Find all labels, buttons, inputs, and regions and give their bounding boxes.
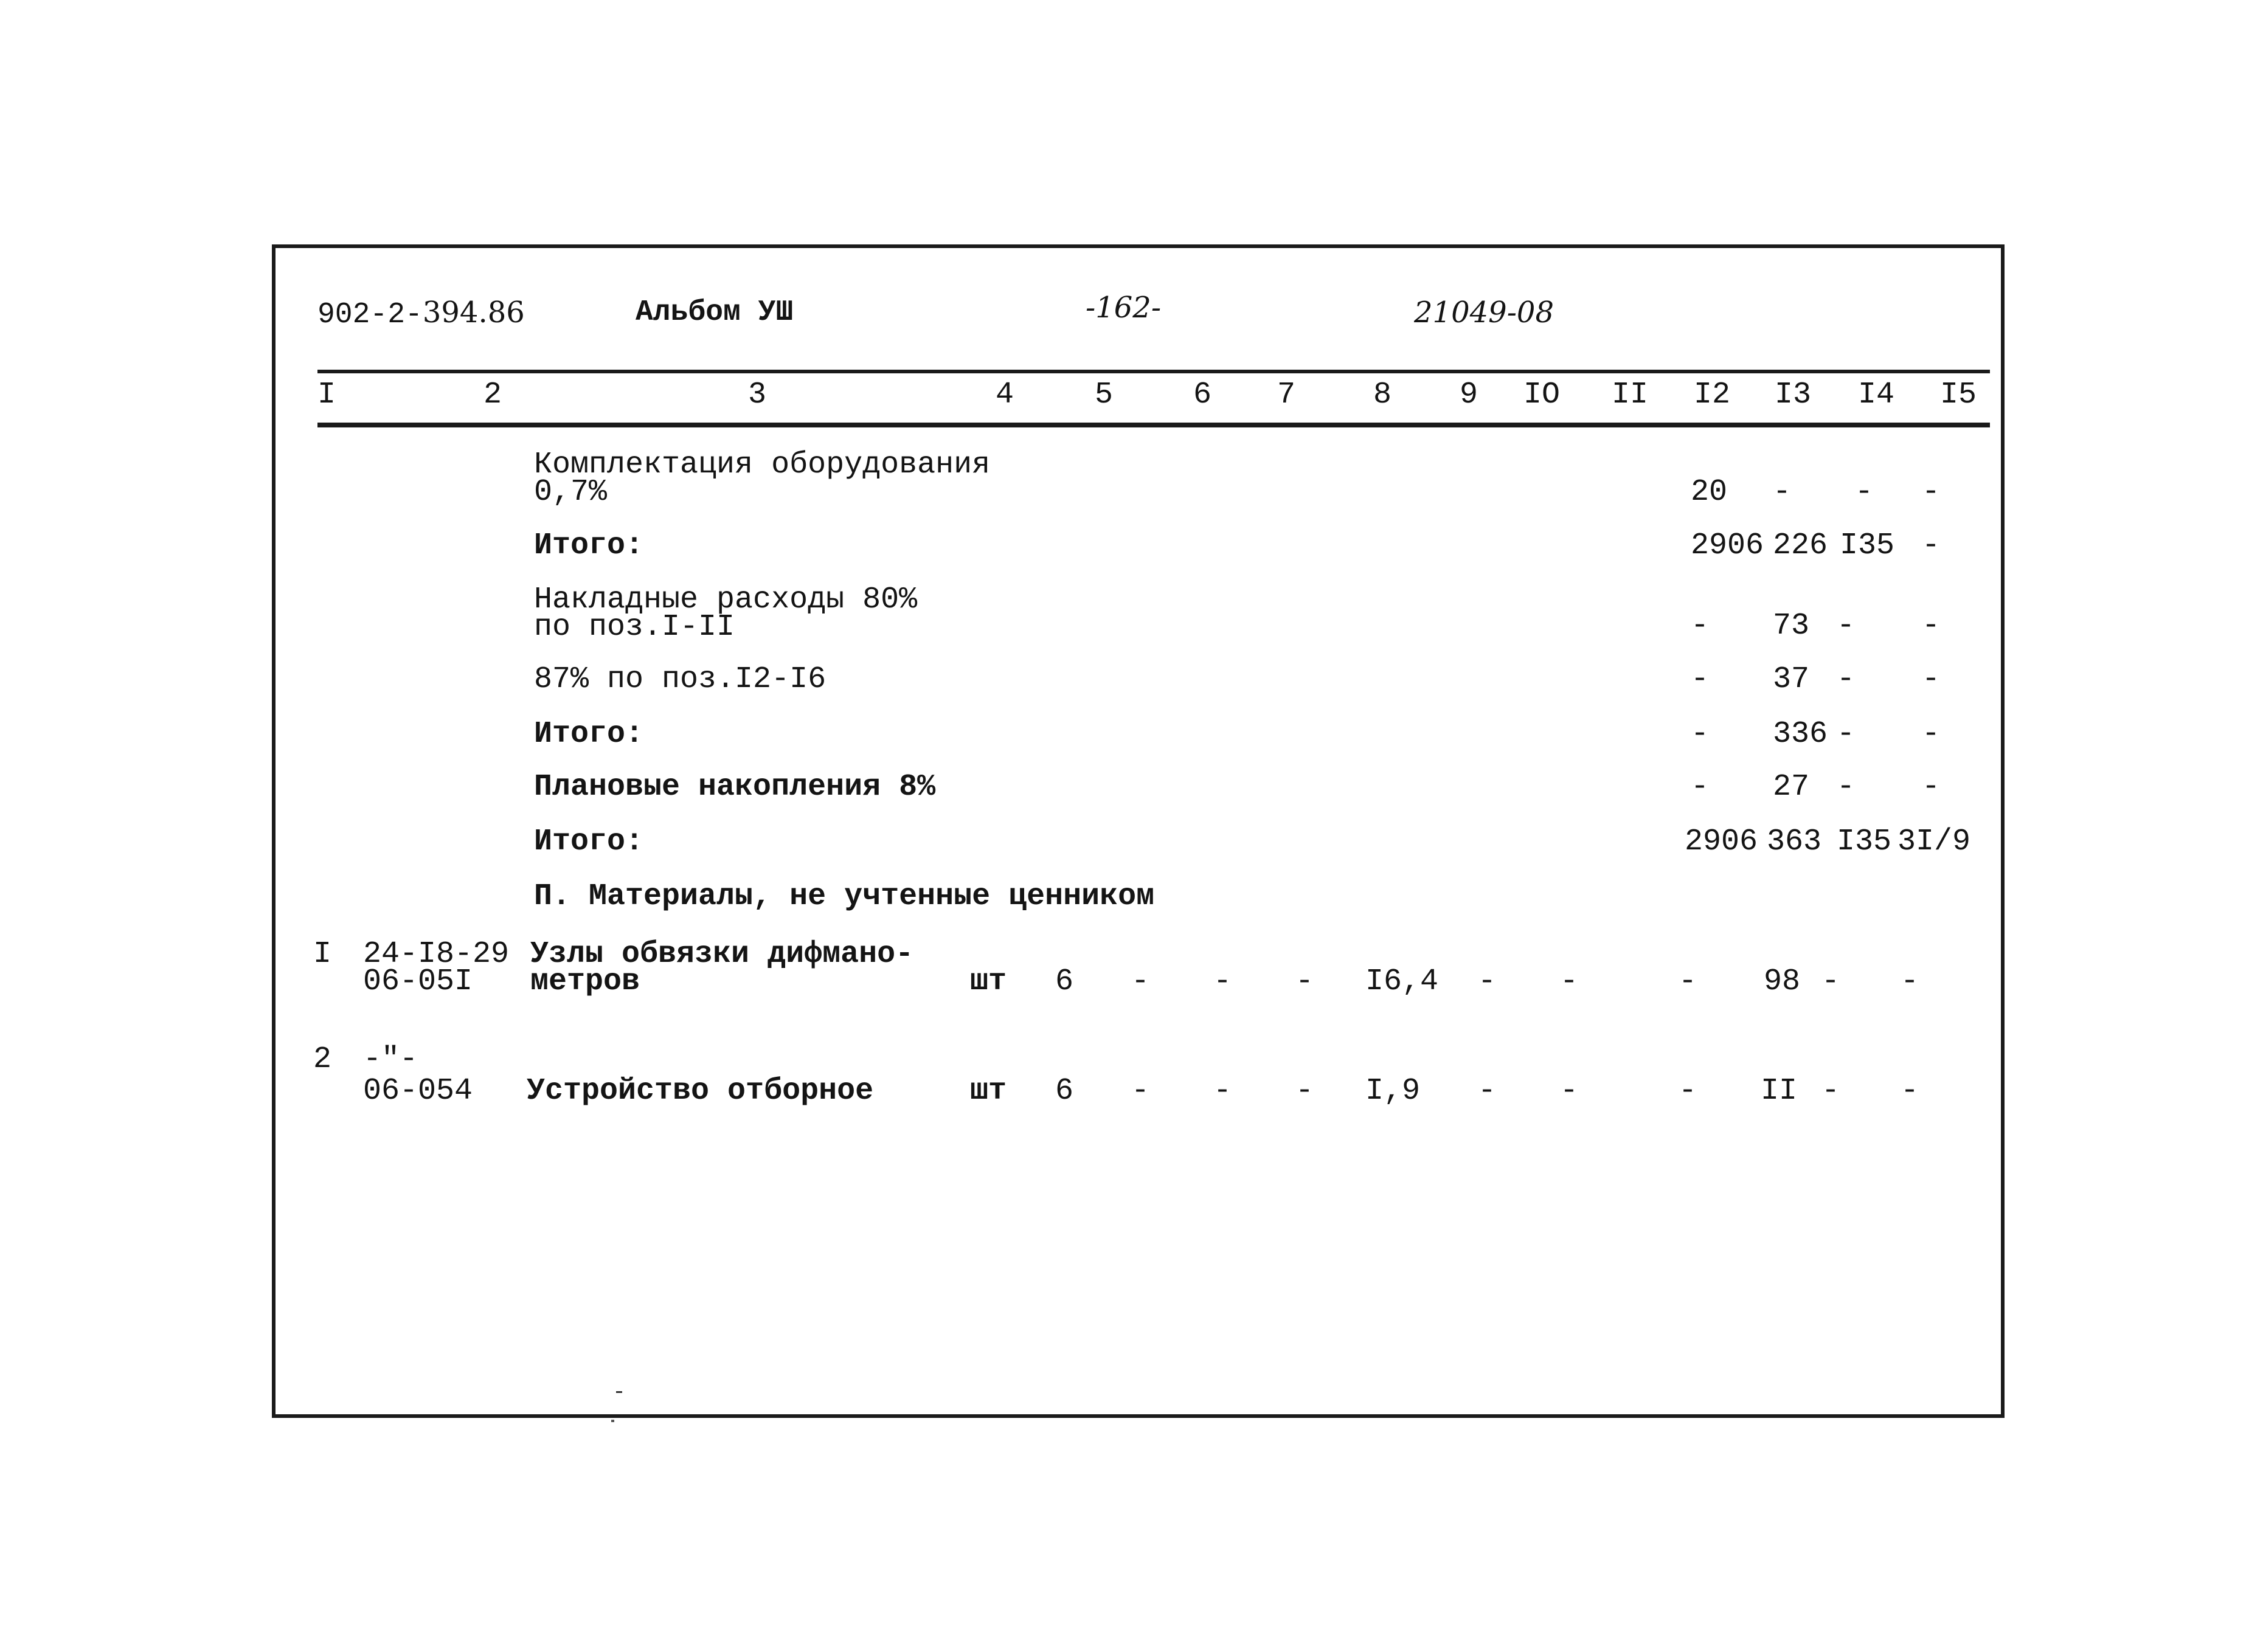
item-code: 06-054 — [363, 1074, 473, 1108]
scan-mark — [616, 1391, 622, 1393]
album-label: Альбом УШ — [636, 296, 794, 329]
cell-col13: - — [1773, 475, 1792, 510]
column-number: 6 — [1193, 378, 1212, 412]
cell-col12: - — [1679, 964, 1697, 999]
cell-col13: 73 — [1773, 609, 1810, 643]
item-position: 2 — [313, 1042, 332, 1077]
section-title: П. Материалы, не учтенные ценником — [534, 879, 1155, 914]
scan-mark — [611, 1420, 614, 1422]
header-top-rule — [317, 370, 1990, 373]
row-label: Накладные расходы 80% — [534, 582, 918, 617]
column-number: 7 — [1277, 378, 1296, 412]
cell-col12: 20 — [1691, 475, 1728, 510]
cell-col13: 37 — [1773, 662, 1810, 697]
cell-col15: - — [1901, 964, 1919, 999]
cell-col15: - — [1922, 770, 1941, 804]
row-label: Итого: — [534, 824, 644, 859]
column-number: 9 — [1460, 378, 1478, 412]
cell-col13: 336 — [1773, 717, 1828, 752]
column-number: 3 — [748, 378, 767, 412]
cell-col14: - — [1837, 770, 1856, 804]
cell-col12: - — [1691, 770, 1710, 804]
cell-col12: - — [1691, 609, 1710, 643]
row-label: Плановые накопления 8% — [534, 770, 936, 804]
row-label: Итого: — [534, 717, 644, 752]
cell-col14: - — [1821, 964, 1840, 999]
cell-col14: - — [1837, 717, 1856, 752]
item-name: Устройство отборное — [527, 1074, 874, 1108]
row-label: Итого: — [534, 528, 644, 563]
cell-col15: - — [1922, 717, 1941, 752]
page-number: -162- — [1086, 291, 1162, 325]
cell-col13: 363 — [1767, 824, 1822, 859]
cell-col11: - — [1560, 964, 1579, 999]
column-number: 2 — [483, 378, 502, 412]
column-number: I — [317, 378, 336, 412]
cell-col6: - — [1131, 964, 1150, 999]
column-number: 4 — [996, 378, 1014, 412]
cell-col15: - — [1922, 662, 1941, 697]
item-name: Узлы обвязки дифмано- — [530, 937, 914, 972]
column-number: II — [1612, 378, 1649, 412]
cell-col12: - — [1691, 662, 1710, 697]
header-bottom-rule — [317, 423, 1990, 427]
item-name: метров — [530, 964, 640, 999]
cell-col12: - — [1691, 717, 1710, 752]
cell-col5: 6 — [1055, 1074, 1074, 1108]
cell-col15: - — [1922, 528, 1941, 563]
cell-col6: - — [1131, 1074, 1150, 1108]
item-position: I — [313, 937, 332, 972]
cell-col7: - — [1213, 1074, 1232, 1108]
cell-col10: - — [1478, 1074, 1497, 1108]
cell-col14: - — [1837, 662, 1856, 697]
cell-col13: II — [1761, 1074, 1798, 1108]
item-code: -"- — [363, 1042, 418, 1077]
item-code: 24-I8-29 — [363, 937, 510, 972]
cell-col14: I35 — [1837, 824, 1892, 859]
cell-col11: - — [1560, 1074, 1579, 1108]
cell-col10: - — [1478, 964, 1497, 999]
cell-col15: - — [1901, 1074, 1919, 1108]
cell-col5: 6 — [1055, 964, 1074, 999]
row-label: 0,7% — [534, 475, 608, 510]
column-number: I5 — [1940, 378, 1977, 412]
cell-col7: - — [1213, 964, 1232, 999]
cell-col14: - — [1855, 475, 1874, 510]
cell-col14: - — [1821, 1074, 1840, 1108]
column-number: I4 — [1858, 378, 1895, 412]
column-number: 5 — [1095, 378, 1114, 412]
cell-col8: - — [1295, 1074, 1314, 1108]
column-number: I3 — [1775, 378, 1812, 412]
item-code: 06-05I — [363, 964, 473, 999]
inventory-number: 21049-08 — [1414, 295, 1554, 330]
cell-col13: 27 — [1773, 770, 1810, 804]
item-unit: шт — [970, 964, 1007, 999]
cell-col14: - — [1837, 609, 1856, 643]
cell-col9: I6,4 — [1365, 964, 1439, 999]
cell-col15: 3I/9 — [1897, 824, 1971, 859]
cell-col13: 226 — [1773, 528, 1828, 563]
row-label: по поз.I-II — [534, 610, 735, 645]
item-unit: шт — [970, 1074, 1007, 1108]
cell-col12: 2906 — [1691, 528, 1764, 563]
row-label: 87% по поз.I2-I6 — [534, 662, 827, 697]
cell-col12: - — [1679, 1074, 1697, 1108]
cell-col9: I,9 — [1365, 1074, 1421, 1108]
cell-col8: - — [1295, 964, 1314, 999]
column-number: I2 — [1694, 378, 1731, 412]
cell-col12: 2906 — [1685, 824, 1758, 859]
cell-col15: - — [1922, 475, 1941, 510]
column-number: 8 — [1373, 378, 1392, 412]
column-number: IO — [1523, 378, 1561, 412]
cell-col13: 98 — [1764, 964, 1801, 999]
row-label: Комплектация оборудования — [534, 448, 991, 482]
cell-col15: - — [1922, 609, 1941, 643]
cell-col14: I35 — [1840, 528, 1895, 563]
document-code: 902-2-394.86 — [317, 295, 525, 331]
